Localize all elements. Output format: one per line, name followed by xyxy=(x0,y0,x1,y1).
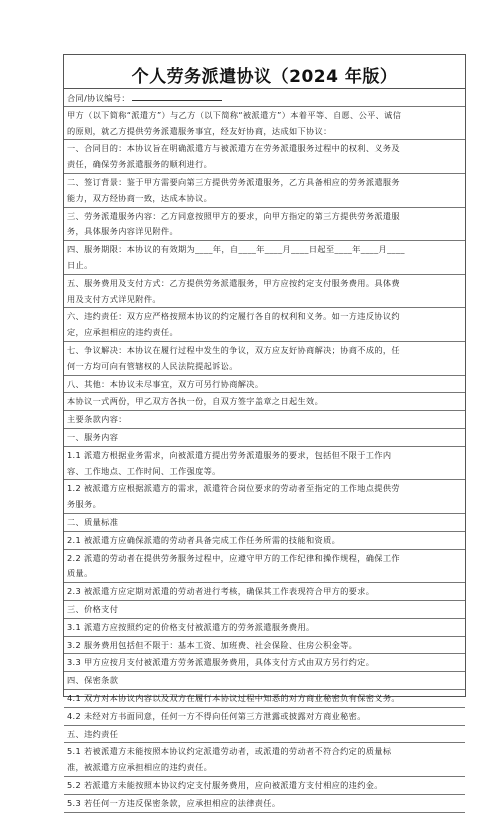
text-line: 2.2 派遣的劳动者在提供劳务服务过程中，应遵守甲方的工作纪律和操作规程，确保工作 xyxy=(67,552,400,563)
text-line: 5.3 若任何一方违反保密条款，应承担相应的法律责任。 xyxy=(67,797,281,808)
clause-row xyxy=(64,513,465,532)
clause-row xyxy=(64,742,465,777)
contract-table xyxy=(63,54,466,808)
clause-row xyxy=(64,428,465,447)
text-line: 3.1 派遣方应按照约定的价格支付被派遣方的劳务派遣服务费用。 xyxy=(67,621,315,632)
text-line: 一、服务内容 xyxy=(67,432,119,442)
clause-row xyxy=(64,600,465,619)
clause-row xyxy=(64,549,465,584)
text-line: 容、工作地点、工作时间、工作强度等。 xyxy=(67,465,221,476)
text-line: 务，具体服务内容详见附件。 xyxy=(67,226,178,237)
text-line: 准，被派遣方应承担相应的违约责任。 xyxy=(67,762,213,773)
clause-row xyxy=(64,776,465,795)
clause-row xyxy=(64,636,465,655)
clause-row xyxy=(64,410,465,429)
clause-row xyxy=(64,653,465,672)
text-line: 本协议一式两份，甲乙双方各执一份，自双方签字盖章之日起生效。 xyxy=(67,396,324,407)
text-line: 四、服务期限：本协议的有效期为____年，自____年____月____日起至____年____月____ xyxy=(67,244,405,255)
text-line: 2.1 被派遣方应确保派遣的劳动者具备完成工作任务所需的技能和资质。 xyxy=(67,534,341,545)
text-line: 三、劳务派遣服务内容：乙方同意按照甲方的要求，向甲方指定的第三方提供劳务派遣服 xyxy=(67,210,400,221)
clause-row xyxy=(64,341,465,376)
text-line: 5.2 若派遣方未能按照本协议约定支付服务费用，应向被派遣方支付相应的违约金。 xyxy=(67,780,383,790)
clause-row xyxy=(64,274,465,309)
clause-row xyxy=(64,207,465,242)
text-line: 主要条款内容： xyxy=(67,414,127,425)
clause-row xyxy=(64,725,465,744)
text-line: 能力，双方经协商一致，达成本协议。 xyxy=(67,192,213,203)
clause-row xyxy=(64,671,465,690)
clause-row xyxy=(64,375,465,394)
text-line: 4.2 未经对方书面同意，任何一方不得向任何第三方泄露或披露对方商业秘密。 xyxy=(67,710,366,721)
contract-number-blank[interactable] xyxy=(132,92,222,101)
text-line: 二、质量标准 xyxy=(67,517,119,527)
clause-row xyxy=(64,240,465,275)
clause-row xyxy=(64,689,465,708)
text-line: 四、保密条款 xyxy=(67,675,119,686)
text-line: 二、签订背景：鉴于甲方需要向第三方提供劳务派遣服务，乙方具备相应的劳务派遣服务 xyxy=(67,177,400,187)
text-line: 一、合同目的：本协议旨在明确派遣方与被派遣方在劳务派遣服务过程中的权利、义务及 xyxy=(67,143,400,154)
title-row xyxy=(64,55,465,89)
text-line: 1.1 派遣方根据业务需求，向被派遣方提出劳务派遣服务的要求，包括但不限于工作内 xyxy=(67,449,392,460)
clause-row xyxy=(64,618,465,637)
document-title: 个人劳务派遣协议（2024 年版） xyxy=(131,67,398,87)
contract-number-label xyxy=(67,92,463,103)
text-line: 用及支付方式详见附件。 xyxy=(67,293,161,304)
clause-row xyxy=(64,531,465,550)
clause-row xyxy=(64,479,465,514)
clause-row xyxy=(64,139,465,174)
contract-number-label-text: 合同/协议编号： xyxy=(67,93,130,103)
text-line: 5.1 若被派遣方未能按照本协议约定派遣劳动者，或派遣的劳动者不符合约定的质量标 xyxy=(67,746,392,757)
clause-row xyxy=(64,582,465,601)
contract-number-row xyxy=(64,88,465,107)
intro-row xyxy=(64,106,465,141)
clause-row xyxy=(64,307,465,342)
text-line: 五、违约责任 xyxy=(67,728,119,739)
text-line: 定，应承担相应的违约责任。 xyxy=(67,327,178,338)
clause-row xyxy=(64,707,465,726)
text-line: 日止。 xyxy=(67,259,93,270)
text-line: 质量。 xyxy=(67,568,93,579)
clause-row xyxy=(64,392,465,411)
text-line: 责任，确保劳务派遣服务的顺利进行。 xyxy=(67,159,213,170)
text-line: 六、违约责任：双方应严格按照本协议的约定履行各自的权利和义务。如一方违反协议约 xyxy=(67,311,400,322)
clause-row xyxy=(64,446,465,481)
text-line: 2.3 被派遣方应定期对派遣的劳动者进行考核，确保其工作表现符合甲方的要求。 xyxy=(67,586,375,597)
clause-row xyxy=(64,173,465,208)
text-line: 何一方均可向有管辖权的人民法院提起诉讼。 xyxy=(67,360,238,371)
text-line: 五、服务费用及支付方式：乙方提供劳务派遣服务，甲方应按约定支付服务费用。具体费 xyxy=(67,277,400,288)
text-line: 务服务。 xyxy=(67,499,102,510)
text-line: 八、其他：本协议未尽事宜，双方可另行协商解决。 xyxy=(67,378,264,389)
text-line: 4.1 双方对本协议内容以及双方在履行本协议过程中知悉的对方商业秘密负有保密义务。 xyxy=(67,693,400,703)
text-line: 3.2 服务费用包括但不限于：基本工资、加班费、社会保险、住房公积金等。 xyxy=(67,639,358,650)
clause-row xyxy=(64,794,465,813)
text-line: 甲方（以下简称“派遣方”）与乙方（以下简称“被派遣方”）本着平等、自愿、公平、诚信 xyxy=(67,109,402,120)
text-line: 的原则，就乙方提供劳务派遣服务事宜，经友好协商，达成如下协议： xyxy=(67,125,332,136)
text-line: 七、争议解决：本协议在履行过程中发生的争议，双方应友好协商解决；协商不成的，任 xyxy=(67,345,400,355)
text-line: 三、价格支付 xyxy=(67,604,119,614)
text-line: 1.2 被派遣方应根据派遣方的需求，派遣符合岗位要求的劳动者至指定的工作地点提供劳 xyxy=(67,483,400,494)
text-line: 3.3 甲方应按月支付被派遣方劳务派遣服务费用，具体支付方式由双方另行约定。 xyxy=(67,657,375,668)
